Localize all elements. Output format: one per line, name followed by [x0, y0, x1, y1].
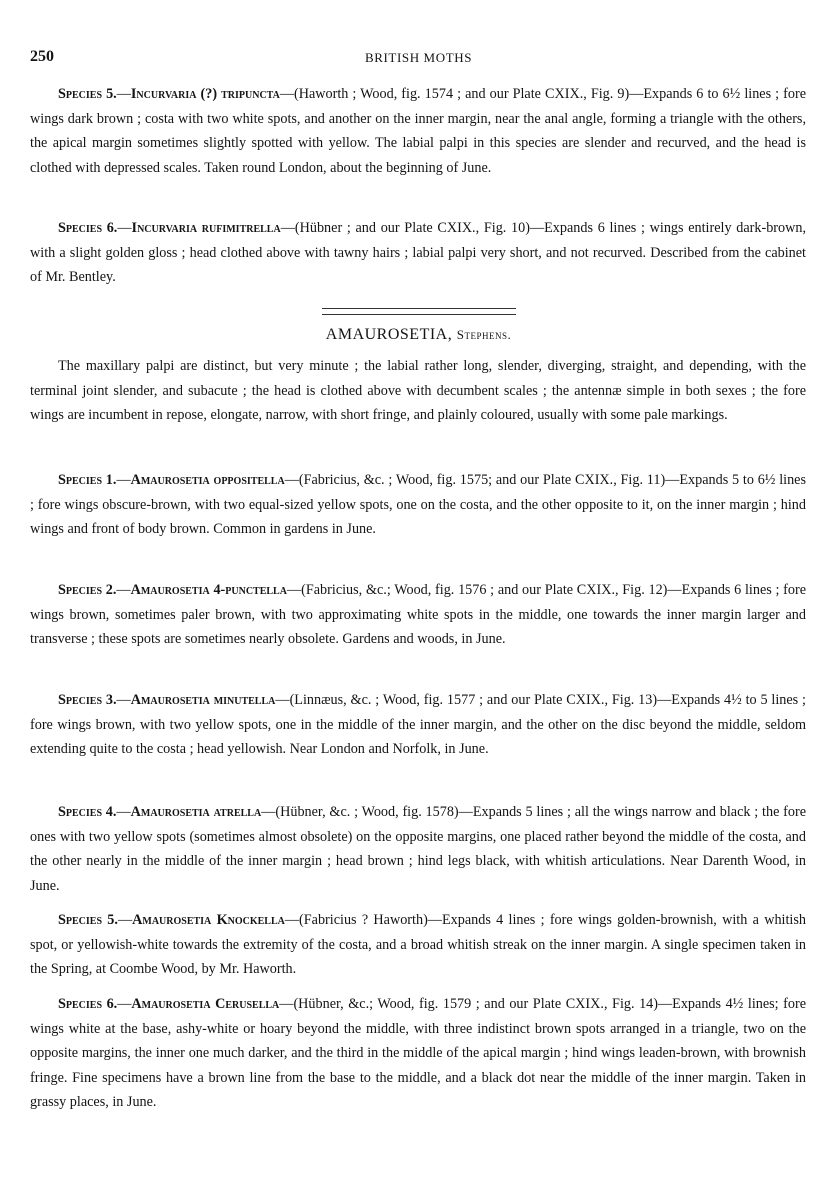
species-name: Amaurosetia atrella — [130, 804, 262, 820]
section-divider — [322, 308, 516, 315]
species-number: Species 6. — [58, 996, 118, 1012]
species-description: (Haworth ; Wood, fig. 1574 ; and our Plate CXIX., Fig. 9)—Expands 6 to 6½ lines ; fore wings dark brown ; costa with two white spots, and another on the inner margin, near the anal angle, forming a triangle with the others, the apical margin sometimes slightly spotted with yellow. The labial palpi in this species are slender and recurved, and the head is clothed with depressed scales. Taken round London, about the beginning of June. — [30, 86, 807, 176]
species-name: Amaurosetia oppositella — [130, 472, 285, 488]
species-entry-atrella: Species 4.—Amaurosetia atrella—(Hübner, &c. ; Wood, fig. 1578)—Expands 5 lines ; all the wings narrow and black ; the fore ones with two yellow spots (sometimes almost obsolete) on the opposite margins, one placed rather beyond the middle of the costa, and the other nearly in the middle of the inner margin ; head brown ; hind legs black, with whitish articulations. Near Darenth Wood, in June. — [30, 804, 807, 894]
species-entry-minutella: Species 3.—Amaurosetia minutella—(Linnæus, &c. ; Wood, fig. 1577 ; and our Plate CXIX., Fig. 13)—Expands 4½ to 5 lines ; fore wings brown, with two yellow spots, one in the middle of the inner margin, and the other on the disc beyond the middle, seldom extending quite to the costa ; head yellowish. Near London and Norfolk, in June. — [30, 692, 806, 758]
page-header — [30, 48, 807, 72]
species-entry-knockella: Species 5.—Amaurosetia Knockella—(Fabricius ? Haworth)—Expands 4 lines ; fore wings golden-brownish, with a whitish spot, or yellowish-white towards the extremity of the costa, and a broad whitish streak on the inner margin. A single specimen taken in the Spring, at Coombe Wood, by Mr. Haworth. — [30, 912, 806, 978]
species-number: Species 1. — [58, 472, 117, 488]
species-description: (Hübner, &c. ; Wood, fig. 1578)—Expands 5 lines ; all the wings narrow and black ; the fore ones with two yellow spots (sometimes almost obsolete) on the opposite margins, one placed rather beyond the middle of the costa, and the other nearly in the middle of the inner margin ; head brown ; hind legs black, with whitish articulations. Near Darenth Wood, in June. — [30, 804, 807, 894]
species-description: (Linnæus, &c. ; Wood, fig. 1577 ; and our Plate CXIX., Fig. 13)—Expands 4½ to 5 lines ; fore wings brown, with two yellow spots, one in the middle of the inner margin, and the other on the disc beyond the middle, seldom extending quite to the costa ; head yellowish. Near London and Norfolk, in June. — [30, 692, 806, 758]
species-name: Amaurosetia Cerusella — [131, 996, 280, 1012]
species-entry-oppositella: Species 1.—Amaurosetia oppositella—(Fabricius, &c. ; Wood, fig. 1575; and our Plate CXIX., Fig. 11)—Expands 5 to 6½ lines ; fore wings obscure-brown, with two equal-sized yellow spots, one on the costa, and the other opposite to it, on the inner margin ; hind wings and front of body brown. Common in gardens in June. — [30, 472, 806, 538]
page-number: 250 — [30, 48, 54, 65]
species-number: Species 6. — [58, 220, 118, 236]
species-name: Amaurosetia minutella — [130, 692, 276, 708]
genus-author: Stephens. — [456, 327, 512, 342]
species-name: Incurvaria (?) tripuncta — [130, 86, 280, 102]
species-number: Species 4. — [58, 804, 117, 820]
species-description: (Hübner, &c.; Wood, fig. 1579 ; and our Plate CXIX., Fig. 14)—Expands 4½ lines; fore wings white at the base, ashy-white or hoary beyond the middle, with three indistinct brown spots arranged in a triangle, two on the opposite margins, the inner one much darker, and the third in the middle of the apical margin ; hind wings leaden-brown, with brownish fringe. Fine specimens have a brown line from the base to the middle, and a black dot near the middle of the inner margin. Taken in grassy places, in June. — [30, 996, 807, 1111]
species-entry-cerusella: Species 6.—Amaurosetia Cerusella—(Hübner, &c.; Wood, fig. 1579 ; and our Plate CXIX., Fig. 14)—Expands 4½ lines; fore wings white at the base, ashy-white or hoary beyond the middle, with three indistinct brown spots arranged in a triangle, two on the opposite margins, the inner one much darker, and the third in the middle of the apical margin ; hind wings leaden-brown, with brownish fringe. Fine specimens have a brown line from the base to the middle, and a black dot near the middle of the inner margin. Taken in grassy places, in June. — [30, 996, 807, 1111]
species-entry-4-punctella: Species 2.—Amaurosetia 4-punctella—(Fabricius, &c.; Wood, fig. 1576 ; and our Plate CXIX., Fig. 12)—Expands 6 lines ; fore wings brown, sometimes paler brown, with two approximating white spots in the middle, one towards the inner margin larger and transverse ; these spots are sometimes nearly obsolete. Gardens and woods, in June. — [30, 582, 807, 648]
species-number: Species 5. — [58, 912, 118, 928]
species-description: (Fabricius, &c.; Wood, fig. 1576 ; and our Plate CXIX., Fig. 12)—Expands 6 lines ; fore wings brown, sometimes paler brown, with two approximating white spots in the middle, one towards the inner margin larger and transverse ; these spots are sometimes nearly obsolete. Gardens and woods, in June. — [30, 582, 807, 648]
species-number: Species 2. — [58, 582, 117, 598]
genus-heading — [0, 326, 837, 344]
species-number: Species 5. — [58, 86, 117, 102]
species-number: Species 3. — [58, 692, 117, 708]
genus-description: The maxillary palpi are distinct, but very minute ; the labial rather long, slender, diverging, straight, and depending, with the terminal joint slender, and subacute ; the head is clothed above with decumbent scales ; the antennæ simple in both sexes ; the fore wings are incumbent in repose, elongate, narrow, with short fringe, and plainly coloured, usually with some pale markings. — [30, 358, 806, 424]
species-description: (Fabricius, &c. ; Wood, fig. 1575; and our Plate CXIX., Fig. 11)—Expands 5 to 6½ lines ; fore wings obscure-brown, with two equal-sized yellow spots, one on the costa, and the other opposite to it, on the inner margin ; hind wings and front of body brown. Common in gardens in June. — [30, 472, 806, 538]
species-entry-incurvaria-tripuncta: Species 5.—Incurvaria (?) tripuncta—(Haworth ; Wood, fig. 1574 ; and our Plate CXIX., Fig. 9)—Expands 6 to 6½ lines ; fore wings dark brown ; costa with two white spots, and another on the inner margin, near the anal angle, forming a triangle with the others, the apical margin sometimes slightly spotted with yellow. The labial palpi in this species are slender and recurved, and the head is clothed with depressed scales. Taken round London, about the beginning of June. — [30, 86, 807, 176]
species-entry-incurvaria-rufimitrella: Species 6.—Incurvaria rufimitrella—(Hübner ; and our Plate CXIX., Fig. 10)—Expands 6 lines ; wings entirely dark-brown, with a slight golden gloss ; head clothed above with tawny hairs ; labial palpi very short, and not recurved. Described from the cabinet of Mr. Bentley. — [30, 220, 806, 286]
species-description: (Fabricius ? Haworth)—Expands 4 lines ; fore wings golden-brownish, with a whitish spot, or yellowish-white towards the extremity of the costa, and a broad whitish streak on the inner margin. A single specimen taken in the Spring, at Coombe Wood, by Mr. Haworth. — [30, 912, 806, 978]
genus-name: AMAUROSETIA, — [325, 326, 453, 343]
running-title: BRITISH MOTHS — [364, 50, 473, 65]
species-name: Incurvaria rufimitrella — [131, 220, 281, 236]
species-name: Amaurosetia Knockella — [132, 912, 285, 928]
species-name: Amaurosetia 4-punctella — [130, 582, 287, 598]
species-description: (Hübner ; and our Plate CXIX., Fig. 10)—Expands 6 lines ; wings entirely dark-brown, with a slight golden gloss ; head clothed above with tawny hairs ; labial palpi very short, and not recurved. Described from the cabinet of Mr. Bentley. — [30, 220, 806, 286]
